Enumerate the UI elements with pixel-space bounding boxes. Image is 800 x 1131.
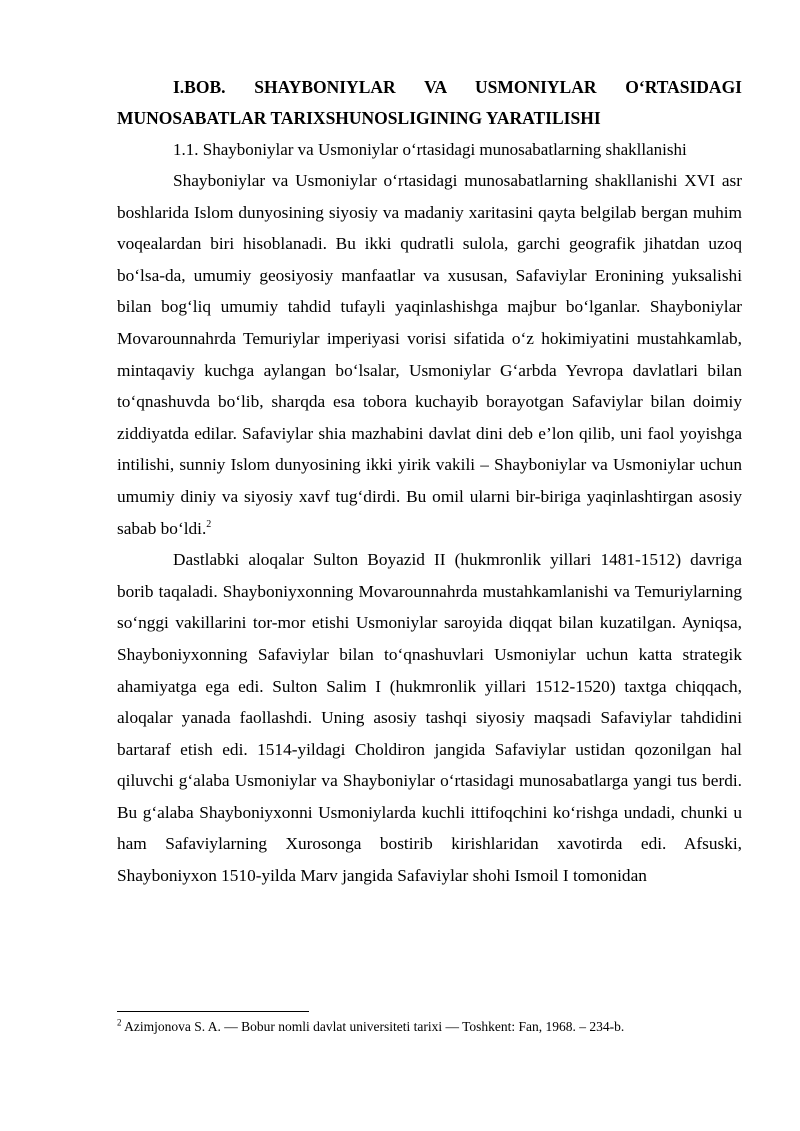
paragraph-2: Dastlabki aloqalar Sulton Boyazid II (hukmronlik yillari 1481-1512) davriga borib taqaladi. Shayboniyxonning Movarounnahrda mustahkamlanishi va Temuriylarning so‘nggi vakillarini tor-mor etishi Usmoniylar saroyida diqqat bilan kuzatilgan. Ayniqsa, Shayboniyxonning Safaviylar bilan to‘qnashuvlari Usmoniylar uchun katta strategik ahamiyatga ega edi. Sulton Salim I (hukmronlik yillari 1512-1520) taxtga chiqqach, aloqalar yanada faollashdi. Uning asosiy tashqi siyosiy maqsadi Safaviylar tahdidini bartaraf etish edi. 1514-yildagi Choldiron jangida Safaviylar ustidan qozonilgan hal qiluvchi g‘alaba Usmoniylar va Shayboniylar o‘rtasidagi munosabatlarga yangi tus berdi. Bu g‘alaba Shayboniyxonni Usmoniylarda kuchli ittifoqchini ko‘rishga undadi, chunki u ham Safaviylarning Xurosonga bostirib kirishlaridan xavotirda edi. Afsuski, Shayboniyxon 1510-yilda Marv jangida Safaviylar shohi Ismoil I tomonidan — [117, 550, 742, 886]
chapter-heading: I.BOB. SHAYBONIYLAR VA USMONIYLAR O‘RTASIDAGI MUNOSABATLAR TARIXSHUNOSLIGINING YARATILISHI — [117, 77, 742, 128]
paragraph-1-text: Shayboniylar va Usmoniylar o‘rtasidagi munosabatlarning shakllanishi XVI asr boshlarida Islom dunyosining siyosiy va madaniy xaritasini qayta belgilab bergan muhim voqealardan biri hisoblanadi. Bu ikki qudratli sulola, garchi geografik jihatdan uzoq bo‘lsa-da, umumiy geosiyosiy manfaatlar va xususan, Safaviylar Eronining yuksalishi bilan bog‘liq umumiy tahdid tufayli yaqinlashishga majbur bo‘lganlar. Shayboniylar Movarounnahrda Temuriylar imperiyasi vorisi sifatida o‘z hokimiyatini mustahkamlab, mintaqaviy kuchga aylangan bo‘lsalar, Usmoniylar G‘arbda Yevropa davlatlari bilan to‘qnashuvda bo‘lib, sharqda esa tobora kuchayib borayotgan Safaviylar bilan doimiy ziddiyatda edilar. Safaviylar shia mazhabini davlat dini deb e’lon qilib, uni faol yoyishga intilishi, sunniy Islom dunyosining ikki yirik vakili – Shayboniylar va Usmoniylar uchun umumiy diniy va siyosiy xavf tug‘dirdi. Bu omil ularni bir-biriga yaqinlashtirgan asosiy sabab bo‘ldi. — [117, 171, 742, 538]
footnote — [117, 1018, 742, 1036]
footnote-number: 2 — [117, 1017, 122, 1028]
footnote-divider — [117, 1011, 309, 1012]
section-heading: 1.1. Shayboniylar va Usmoniylar o‘rtasidagi munosabatlarning shakllanishi — [173, 140, 687, 159]
footnote-text: Azimjonova S. A. — Bobur nomli davlat universiteti tarixi — Toshkent: Fan, 1968. – 234-b. — [124, 1019, 625, 1034]
document-body — [117, 72, 742, 892]
paragraph-1 — [117, 165, 742, 544]
footnote-reference[interactable]: 2 — [206, 518, 212, 530]
